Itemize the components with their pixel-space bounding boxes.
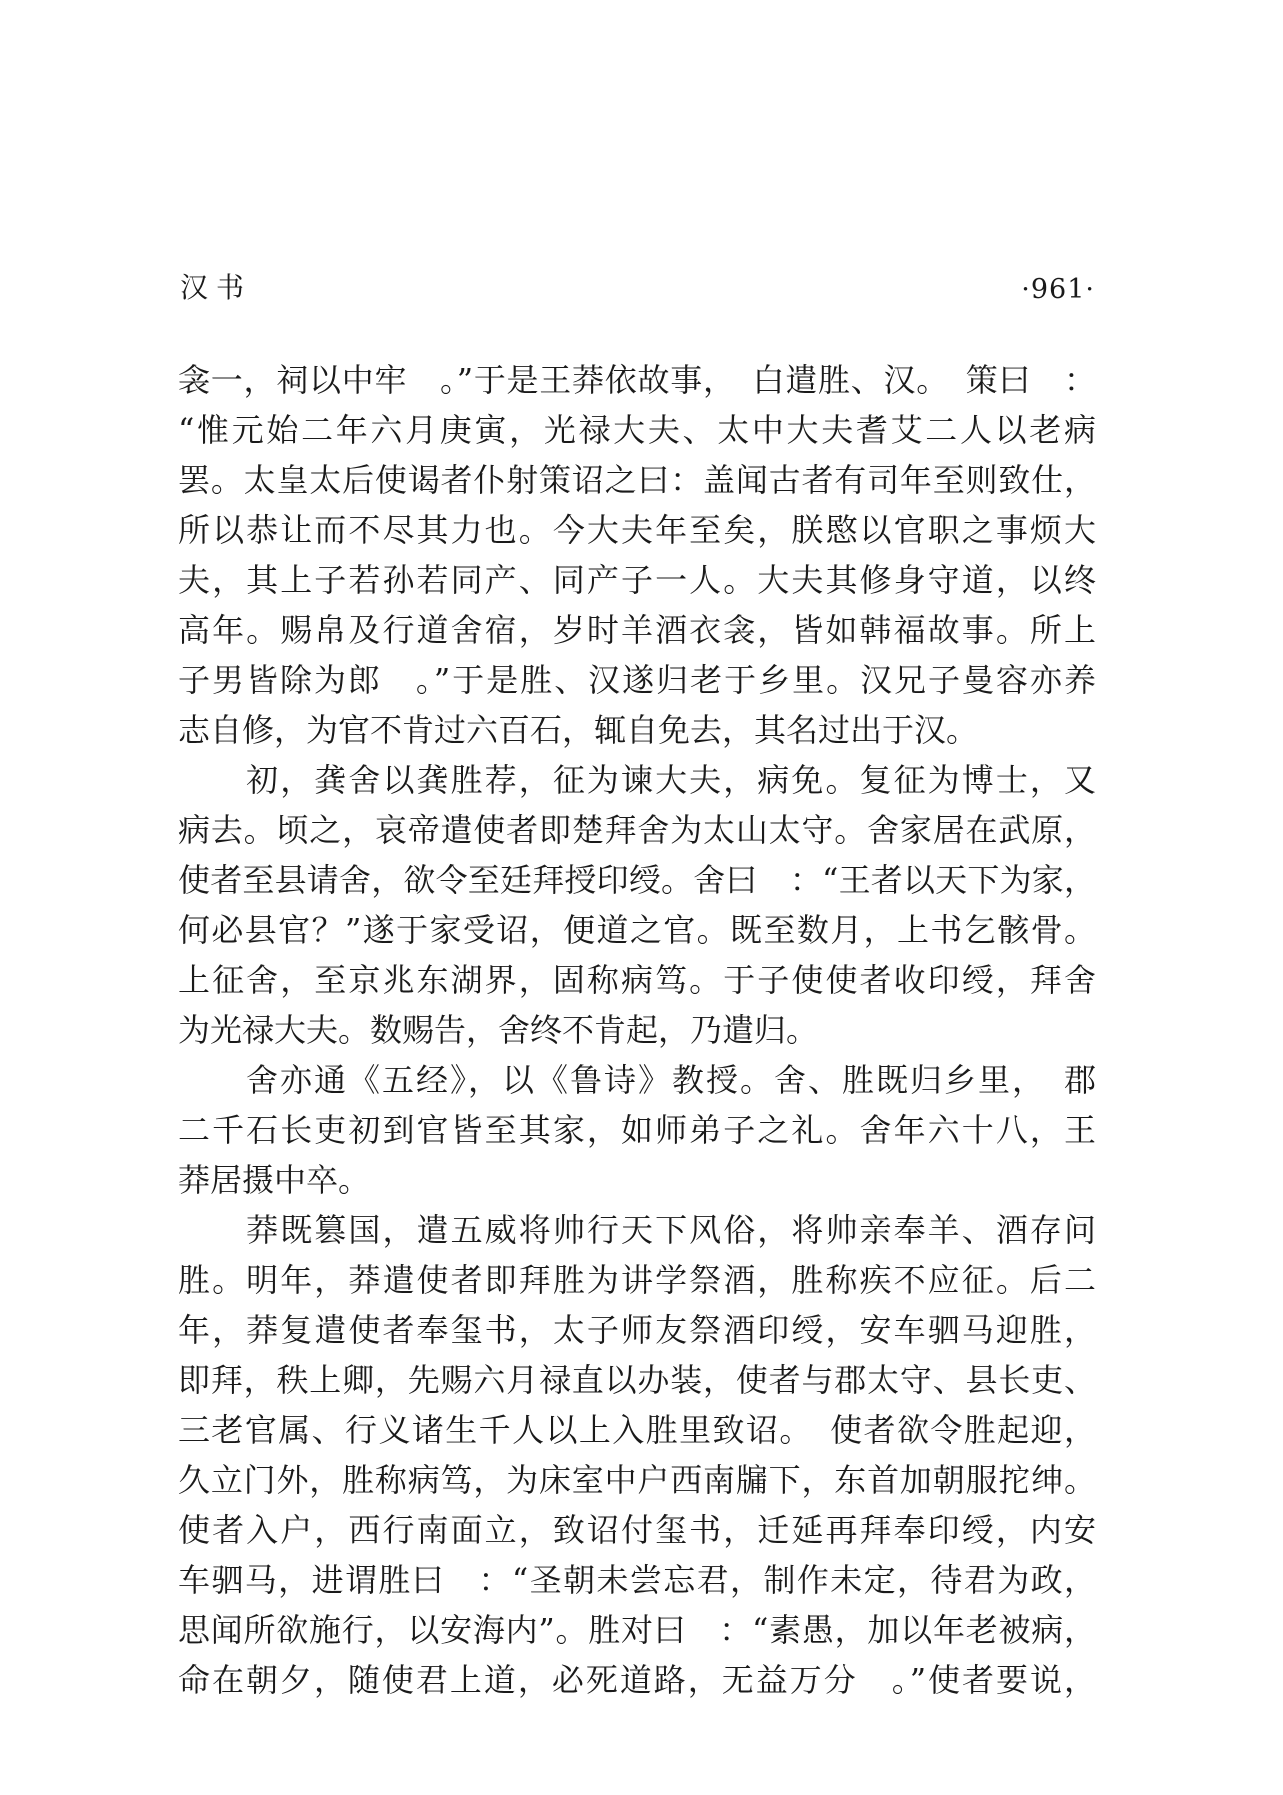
text-line: 车驷马，进谓胜曰 ：“圣朝未尝忘君，制作未定，待君为政， bbox=[178, 1561, 1096, 1599]
text-line: 衾一，祠以中牢 。”于是王莽依故事， 白遣胜、汉。 策曰 ： bbox=[178, 361, 1096, 399]
text-line: 子男皆除为郎 。”于是胜、汉遂归老于乡里。汉兄子曼容亦养 bbox=[178, 661, 1096, 699]
text-line: 年，莽复遣使者奉玺书，太子师友祭酒印绶，安车驷马迎胜， bbox=[178, 1311, 1096, 1349]
text-line: 所以恭让而不尽其力也。今大夫年至矣，朕愍以官职之事烦大 bbox=[178, 511, 1096, 549]
text-line: 莽既篡国，遣五威将帅行天下风俗，将帅亲奉羊、酒存问 bbox=[178, 1211, 1096, 1249]
text-line: 莽居摄中卒。 bbox=[178, 1161, 371, 1199]
text-line: 上征舍，至京兆东湖界，固称病笃。于子使使者收印绶，拜舍 bbox=[178, 961, 1096, 999]
text-line: 即拜，秩上卿，先赐六月禄直以办装，使者与郡太守、县长吏、 bbox=[178, 1361, 1096, 1399]
text-line: 胜。明年，莽遣使者即拜胜为讲学祭酒，胜称疾不应征。后二 bbox=[178, 1261, 1096, 1299]
text-line: 何必县官？”遂于家受诏，便道之官。既至数月，上书乞骸骨。 bbox=[178, 911, 1096, 949]
book-title: 汉书 bbox=[180, 271, 253, 304]
body-text bbox=[178, 355, 1096, 1705]
text-line: 志自修，为官不肯过六百石，辄自免去，其名过出于汉。 bbox=[178, 711, 979, 749]
text-line: 病去。顷之，哀帝遣使者即楚拜舍为太山太守。舍家居在武原， bbox=[178, 811, 1096, 849]
text-line: 为光禄大夫。数赐告，舍终不肯起，乃遣归。 bbox=[178, 1011, 819, 1049]
text-line: 思闻所欲施行，以安海内”。胜对曰 ：“素愚，加以年老被病， bbox=[178, 1611, 1096, 1649]
text-line: “惟元始二年六月庚寅，光禄大夫、太中大夫耆艾二人以老病 bbox=[178, 411, 1096, 449]
text-line: 初，龚舍以龚胜荐，征为谏大夫，病免。复征为博士，又 bbox=[178, 761, 1096, 799]
text-line: 舍亦通《五经》，以《鲁诗》教授。舍、胜既归乡里， 郡 bbox=[178, 1061, 1096, 1099]
text-line: 罢。太皇太后使谒者仆射策诏之曰：盖闻古者有司年至则致仕， bbox=[178, 461, 1096, 499]
page-number: ·961· bbox=[1021, 274, 1095, 305]
text-line: 命在朝夕，随使君上道，必死道路，无益万分 。”使者要说， bbox=[178, 1661, 1096, 1699]
text-line: 久立门外，胜称病笃，为床室中户西南牖下，东首加朝服拕绅。 bbox=[178, 1461, 1096, 1499]
text-line: 使者至县请舍，欲令至廷拜授印绶。舍曰 ：“王者以天下为家， bbox=[178, 861, 1096, 899]
text-line: 高年。赐帛及行道舍宿，岁时羊酒衣衾，皆如韩福故事。所上 bbox=[178, 611, 1096, 649]
text-line: 三老官属、行义诸生千人以上入胜里致诏。 使者欲令胜起迎， bbox=[178, 1411, 1096, 1449]
text-line: 使者入户，西行南面立，致诏付玺书，迁延再拜奉印绶，内安 bbox=[178, 1511, 1096, 1549]
text-line: 夫，其上子若孙若同产、同产子一人。大夫其修身守道，以终 bbox=[178, 561, 1096, 599]
text-line: 二千石长吏初到官皆至其家，如师弟子之礼。舍年六十八，王 bbox=[178, 1111, 1096, 1149]
